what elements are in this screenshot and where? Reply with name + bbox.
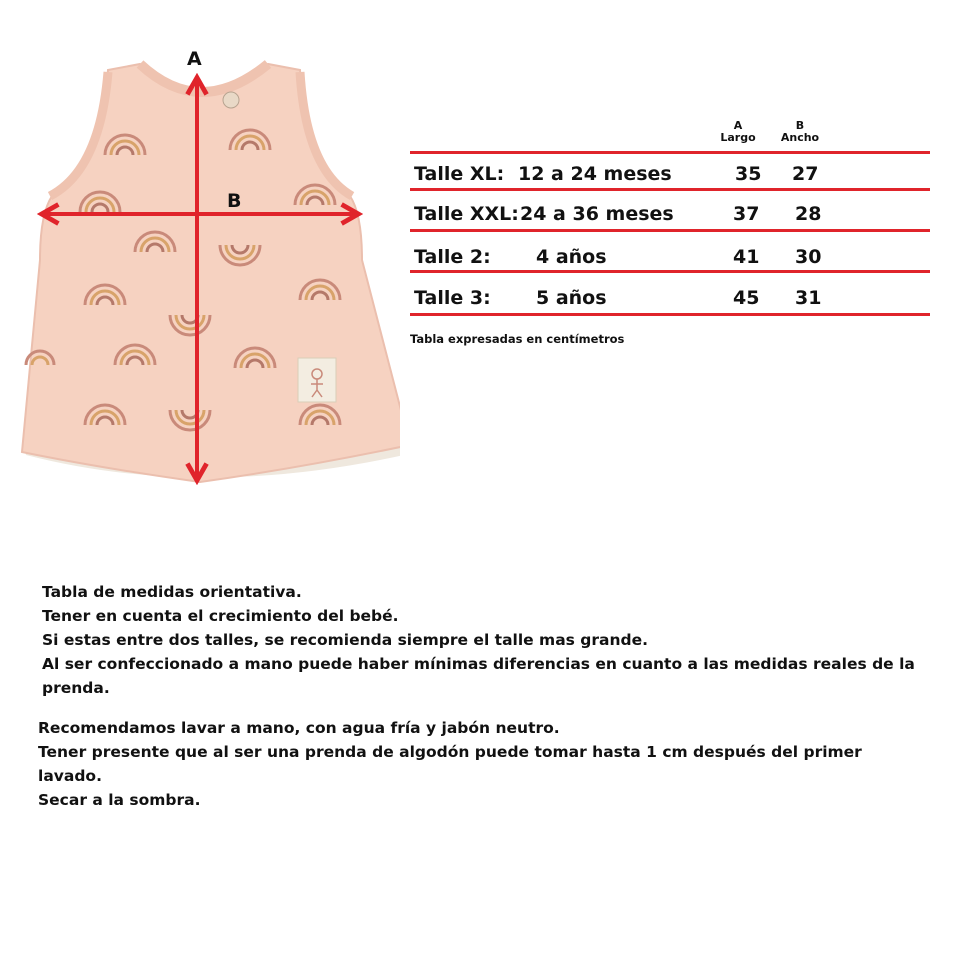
age-range: 4 años: [536, 246, 607, 268]
column-b-letter: B: [795, 119, 805, 132]
garment-body: [22, 64, 400, 482]
length-value: 35: [735, 163, 762, 185]
table-row: [414, 277, 934, 317]
table-row: [414, 153, 934, 193]
size-label: Talle 2:: [414, 246, 491, 268]
size-label: Talle XL:: [414, 163, 505, 185]
garment-illustration: [0, 40, 400, 500]
age-range: 24 a 36 meses: [520, 203, 674, 225]
measure-label-a: A: [187, 48, 202, 70]
table-units-note: Tabla expresadas en centímetros: [410, 332, 625, 346]
length-value: 37: [733, 203, 760, 225]
column-a-label: Largo: [720, 131, 756, 144]
note-line: Si estas entre dos talles, se recomienda siempre el talle mas grande.: [42, 631, 649, 649]
width-value: 30: [795, 246, 822, 268]
note-line: Tener en cuenta el crecimiento del bebé.: [42, 607, 399, 625]
length-value: 45: [733, 287, 760, 309]
note-line: Recomendamos lavar a mano, con agua fría y jabón neutro.: [38, 719, 560, 737]
care-notes: [38, 716, 928, 812]
age-range: 5 años: [536, 287, 607, 309]
column-b-label: Ancho: [780, 131, 820, 144]
table-row: [414, 193, 934, 233]
note-line: Tener presente que al ser una prenda de algodón puede tomar hasta 1 cm después del primer lavado.: [38, 743, 862, 785]
width-value: 27: [792, 163, 819, 185]
size-label: Talle XXL:: [414, 203, 519, 225]
neck-label-icon: [223, 92, 239, 108]
note-line: Al ser confeccionado a mano puede haber mínimas diferencias en cuanto a las medidas reales de la prenda.: [42, 655, 915, 697]
column-header-a: [712, 120, 764, 144]
sizing-notes: [42, 580, 932, 700]
length-value: 41: [733, 246, 760, 268]
width-value: 31: [795, 287, 822, 309]
measure-label-b: B: [227, 190, 242, 212]
table-row: [414, 236, 934, 276]
column-header-b: [774, 120, 826, 144]
size-label: Talle 3:: [414, 287, 491, 309]
note-line: Secar a la sombra.: [38, 791, 201, 809]
note-line: Tabla de medidas orientativa.: [42, 583, 302, 601]
age-range: 12 a 24 meses: [518, 163, 672, 185]
width-value: 28: [795, 203, 822, 225]
column-a-letter: A: [733, 119, 743, 132]
